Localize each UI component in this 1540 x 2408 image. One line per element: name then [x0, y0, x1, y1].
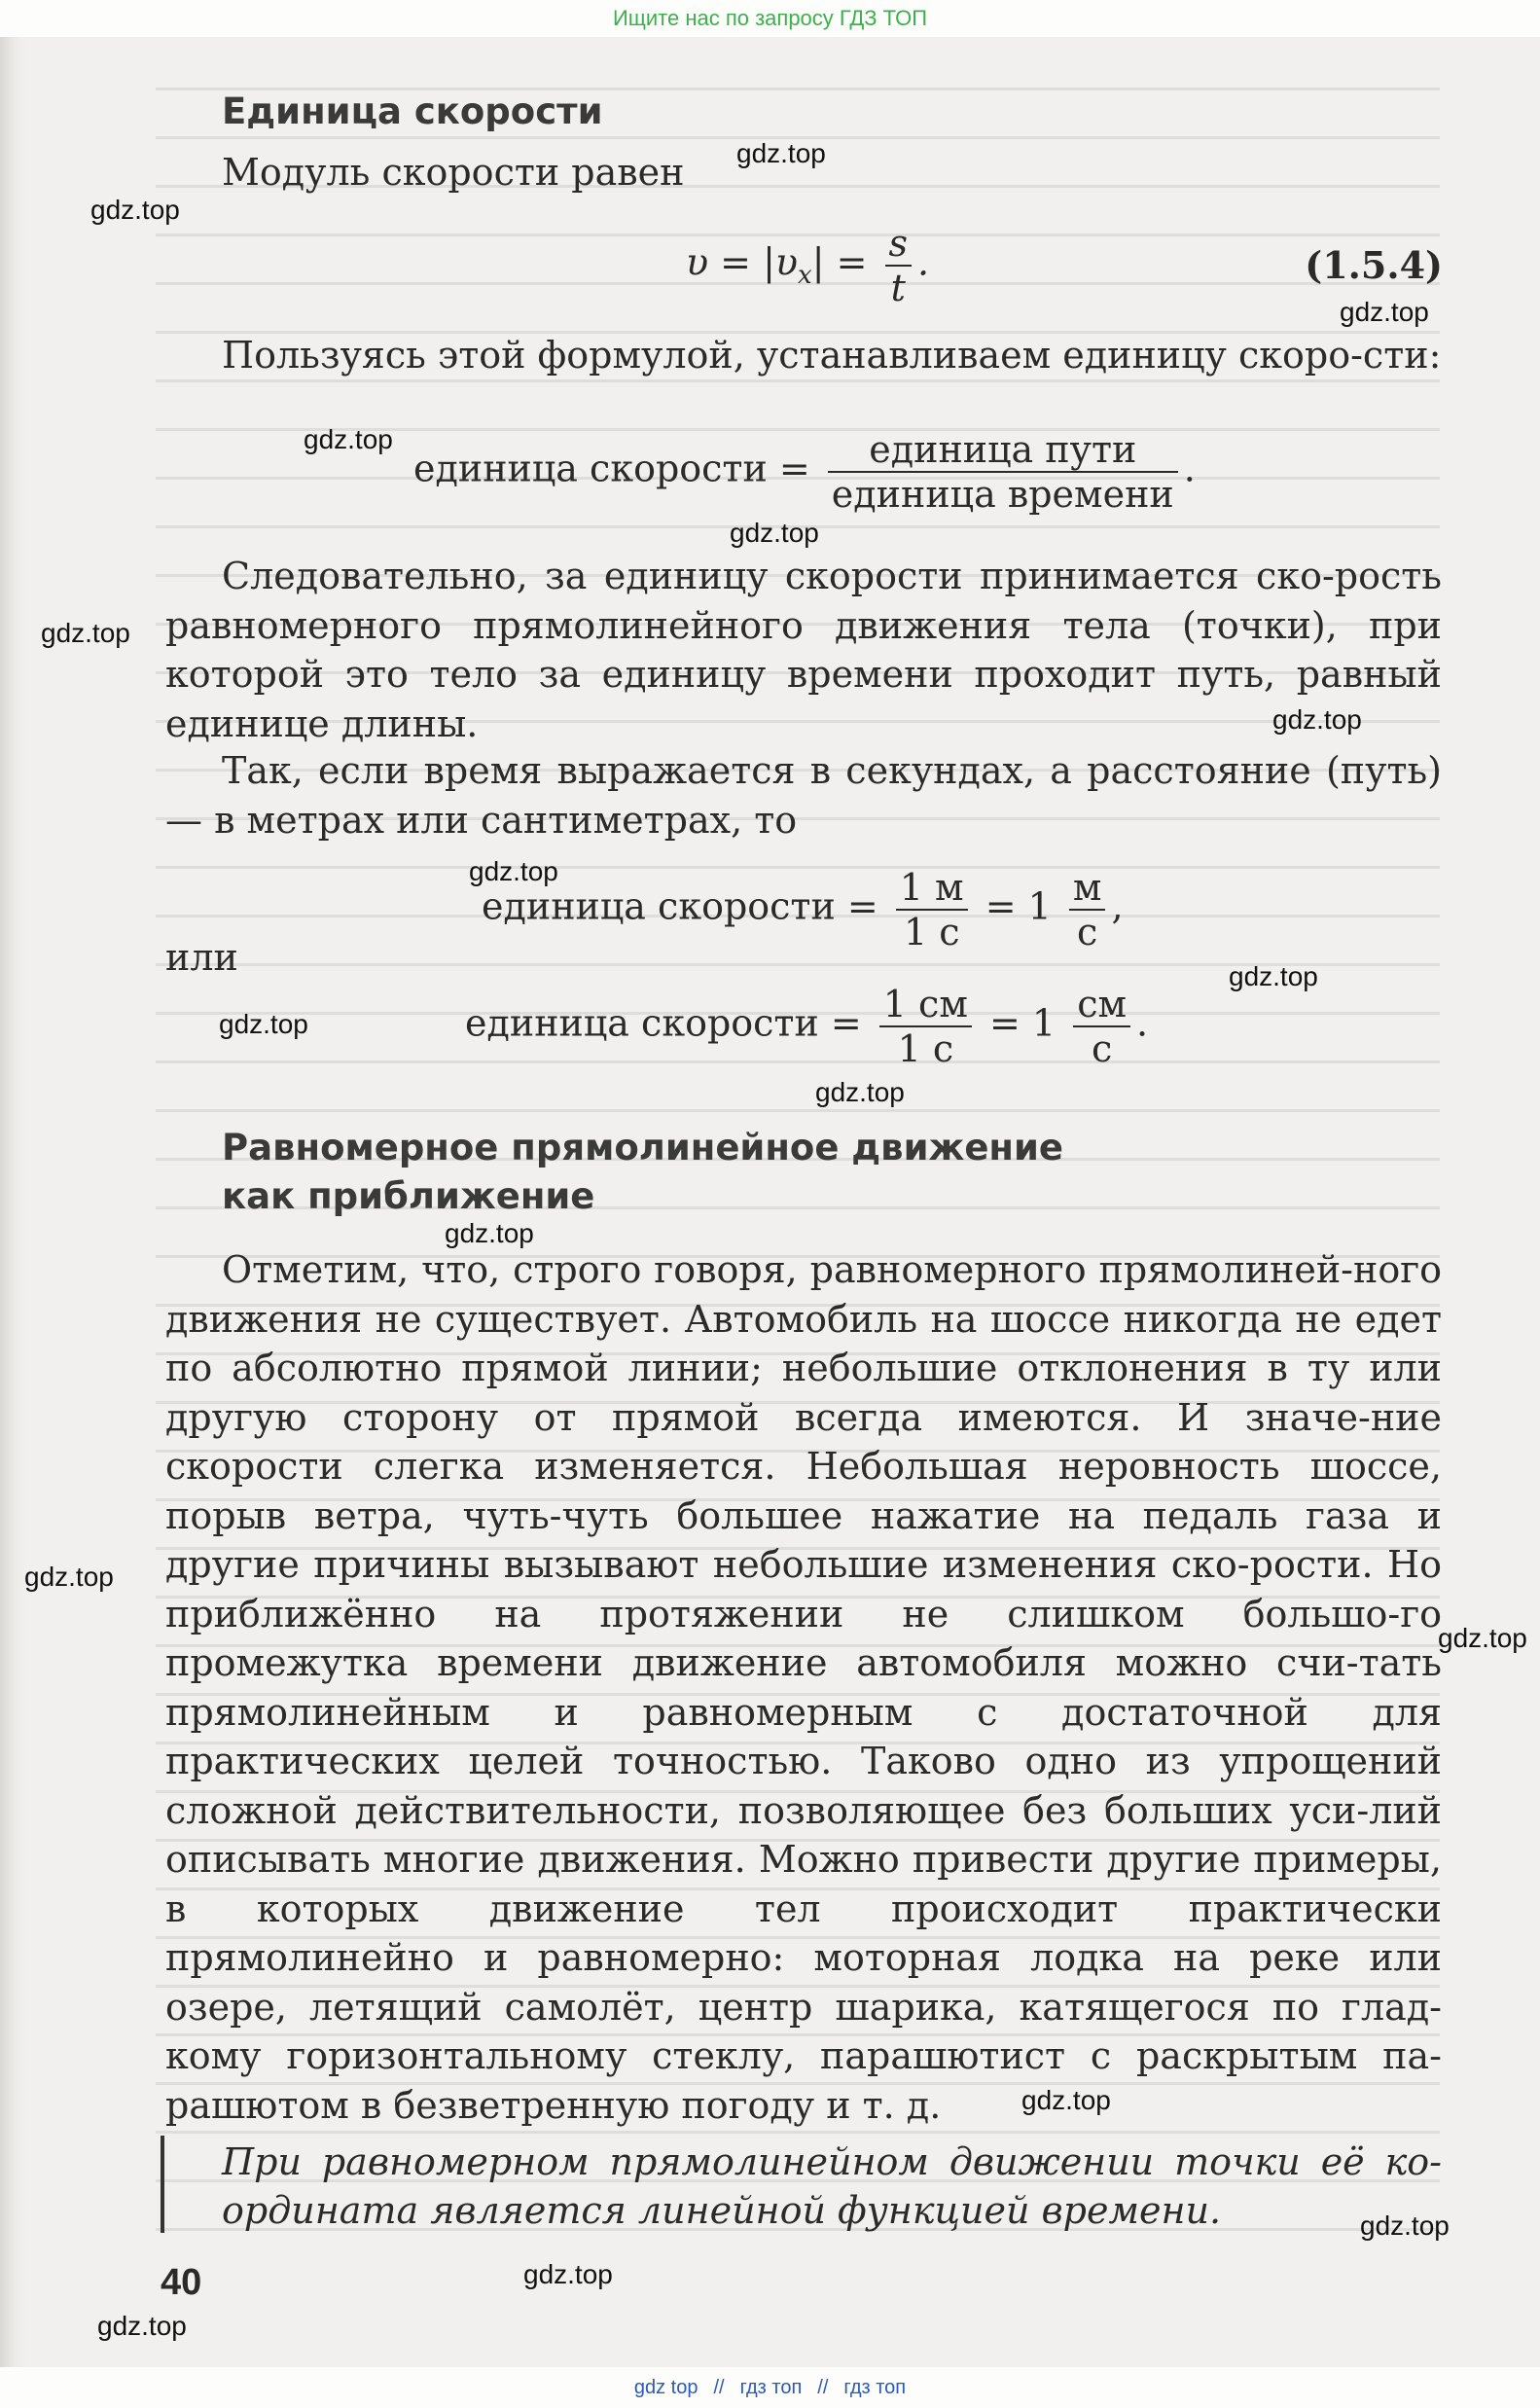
top-banner[interactable]: Ищите нас по запросу ГДЗ ТОП [612, 6, 928, 30]
heading-speed-unit: Единица скорости [222, 90, 603, 132]
bottom-link-3[interactable]: гдз топ [843, 2377, 907, 2398]
formula-1-sub: x [798, 261, 812, 291]
formula-4-fraction-2 [1073, 983, 1130, 1070]
page-number: 40 [161, 2262, 202, 2303]
paragraph-therefore: Следовательно, за единицу скорости принимается ско-рость равномерного прямолинейного движения тела (точки), при которой это тело за единицу времени проходит путь, равный единице длины. [165, 555, 1442, 745]
book-spine-shadow [0, 37, 25, 2367]
watermark: gdz.top [1272, 704, 1362, 735]
formula-3-eq: = 1 [985, 884, 1052, 928]
formula-2-fraction [828, 428, 1178, 516]
formula-4-den2: с [1091, 1027, 1113, 1070]
heading-uniform-motion: Равномерное прямолинейное движение [222, 1127, 1064, 1168]
bottom-sep-2: // [817, 2377, 829, 2398]
formula-2-lhs: единица скорости = [413, 447, 810, 490]
bottom-link-2[interactable]: гдз топ [739, 2377, 803, 2398]
formula-1-tail: . [917, 240, 930, 284]
margin-bar [161, 2136, 164, 2233]
watermark: gdz.top [41, 618, 130, 648]
watermark: gdz.top [1340, 297, 1429, 327]
formula-4-num2: см [1073, 983, 1130, 1027]
watermark: gdz.top [523, 2259, 613, 2289]
formula-2 [413, 428, 1196, 516]
formula-2-tail: . [1183, 447, 1196, 490]
formula-3-tail: , [1111, 884, 1124, 928]
formula-3-fraction-2 [1069, 866, 1106, 953]
formula-1 [686, 222, 929, 309]
formula-3-num1: 1 м [896, 866, 968, 911]
bottom-links [0, 2367, 1540, 2408]
watermark: gdz.top [90, 195, 180, 225]
formula-2-den: единица времени [831, 473, 1174, 516]
watermark: gdz.top [1229, 961, 1318, 991]
formula-3 [482, 866, 1124, 953]
watermark: gdz.top [730, 518, 819, 548]
formula-1-mid: | = [811, 240, 868, 284]
bottom-sep-1: // [713, 2377, 725, 2398]
word-or: или [165, 936, 238, 979]
watermark: gdz.top [219, 1009, 308, 1039]
equation-number: (1.5.4) [1305, 243, 1443, 287]
conclusion-italic: При равномерном прямолинейном движении точки её ко-ордината является линейной функцией времени. [222, 2140, 1442, 2232]
intro-text: Модуль скорости равен [222, 151, 685, 194]
watermark: gdz.top [1438, 1623, 1527, 1653]
formula-1-den: t [890, 267, 906, 309]
formula-3-fraction-1 [896, 866, 968, 953]
formula-3-lhs: единица скорости = [482, 884, 878, 928]
watermark: gdz.top [97, 2311, 187, 2341]
paragraph-using-formula: Пользуясь этой формулой, устанавливаем единицу скоро-сти: [222, 334, 1442, 377]
paragraph-seconds-meters: Так, если время выражается в секундах, а расстояние (путь) — в метрах или сантиметрах, то [165, 749, 1442, 842]
formula-3-num2: м [1069, 866, 1106, 911]
watermark: gdz.top [815, 1077, 905, 1107]
formula-1-num: s [885, 222, 913, 267]
heading-uniform-motion-line2: как приближение [222, 1175, 595, 1217]
formula-4-fraction-1 [879, 983, 972, 1070]
formula-4-num1: 1 см [879, 983, 972, 1027]
watermark: gdz.top [469, 856, 558, 886]
watermark: gdz.top [736, 138, 826, 168]
formula-4-eq: = 1 [989, 1001, 1057, 1045]
formula-4-den1: 1 с [897, 1027, 954, 1070]
formula-1-fraction [885, 222, 913, 309]
watermark: gdz.top [445, 1218, 534, 1248]
formula-2-num: единица пути [828, 428, 1178, 473]
formula-1-lhs: υ = |υ [686, 240, 799, 284]
paragraph-main: Отметим, что, строго говоря, равномерного прямолиней-ного движения не существует. Автомобиль на шоссе никогда не едет по абсолютно прямой линии; небольшие отклонения в ту или другую сторону от прямой всегда имеются. И значе-ние скорости слегка изменяется. Небольшая неровность шоссе, порыв ветра, чуть-чуть большее нажатие на педаль газа и другие причины вызывают небольшие изменения ско-рости. Но приближённо на протяжении не слишком большо-го промежутка времени движение автомобиля можно счи-тать прямолинейным и равномерным с достаточной для практических целей точностью. Таково одно из упрощений сложной действительности, позволяющее без больших уси-лий описывать многие движения. Можно привести другие примеры, в которых движение тел происходит практически прямолинейно и равномерно: моторная лодка на реке или озере, летящий самолёт, центр шарика, катящегося по глад-кому горизонтальному стеклу, парашютист с раскрытым па-рашютом в безветренную погоду и т. д. [165, 1248, 1442, 2127]
watermark: gdz.top [24, 1562, 114, 1592]
formula-3-den2: с [1077, 911, 1098, 953]
formula-3-den1: 1 с [903, 911, 960, 953]
bottom-link-1[interactable]: gdz top [633, 2377, 698, 2398]
formula-4-tail: . [1136, 1001, 1149, 1045]
formula-4 [465, 983, 1148, 1070]
watermark: gdz.top [304, 424, 393, 454]
formula-4-lhs: единица скорости = [465, 1001, 862, 1045]
watermark: gdz.top [1360, 2210, 1450, 2241]
watermark: gdz.top [1021, 2085, 1111, 2115]
